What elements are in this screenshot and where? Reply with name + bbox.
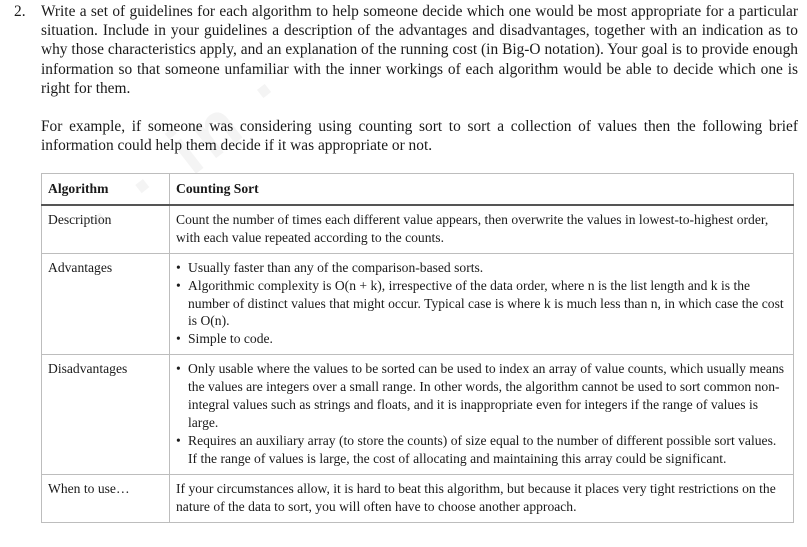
row-label-when-to-use: When to use…: [42, 474, 170, 522]
question-number: 2.: [14, 3, 26, 20]
row-list-advantages: [170, 253, 794, 355]
table-row-when-to-use: [42, 474, 794, 522]
list-item: • Simple to code.: [188, 330, 787, 348]
list-item: • Only usable where the values to be sorted can be used to index an array of value counts, which usually means the values are integers over a small range. In other words, the algorithm cannot be used to sort common non-integral values such as strings and floats, and it is inappropriate even for integers if the range of values is large.: [188, 360, 787, 432]
row-label-advantages: Advantages: [42, 253, 170, 355]
table-row-disadvantages: [42, 355, 794, 474]
row-text-when-to-use: If your circumstances allow, it is hard to beat this algorithm, but because it places very tight restrictions on the nature of the data to sort, you will often have to choose another approach.: [170, 474, 794, 522]
table-row-description: [42, 205, 794, 253]
row-text-description: Count the number of times each different value appears, then overwrite the values in lowest-to-highest order, with each value repeated according to the counts.: [170, 205, 794, 253]
list-item: • Usually faster than any of the comparison-based sorts.: [188, 259, 787, 277]
example-paragraph: For example, if someone was considering using counting sort to sort a collection of values then the following brief information could help them decide if it was appropriate or not.: [41, 118, 798, 155]
row-label-disadvantages: Disadvantages: [42, 355, 170, 474]
table-row-advantages: [42, 253, 794, 355]
table-header-row: [42, 174, 794, 205]
question-block: [14, 2, 798, 155]
list-item: • Algorithmic complexity is O(n + k), irrespective of the data order, where n is the list length and k is the number of distinct values that might occur. Typical case is where k is much less than n, in which case the cost is O(n).: [188, 277, 787, 331]
row-list-disadvantages: [170, 355, 794, 474]
instruction-paragraph: Write a set of guidelines for each algorithm to help someone decide which one would be most appropriate for a particular situation. Include in your guidelines a description of the advantages and disadvantages, together with an indication as to why those characteristics apply, and an explanation of the running cost (in Big-O notation). Your goal is to provide enough information so that someone unfamiliar with the inner workings of each algorithm would be able to decide which one is right for them.: [41, 3, 798, 97]
row-label-description: Description: [42, 205, 170, 253]
question-body: [41, 2, 798, 155]
header-label: Algorithm: [42, 174, 170, 205]
list-item: • Requires an auxiliary array (to store the counts) of size equal to the number of different possible sort values. If the range of values is large, the cost of allocating and maintaining this array could be significant.: [188, 432, 787, 468]
algorithm-table: [41, 173, 794, 523]
header-value: Counting Sort: [170, 174, 794, 205]
